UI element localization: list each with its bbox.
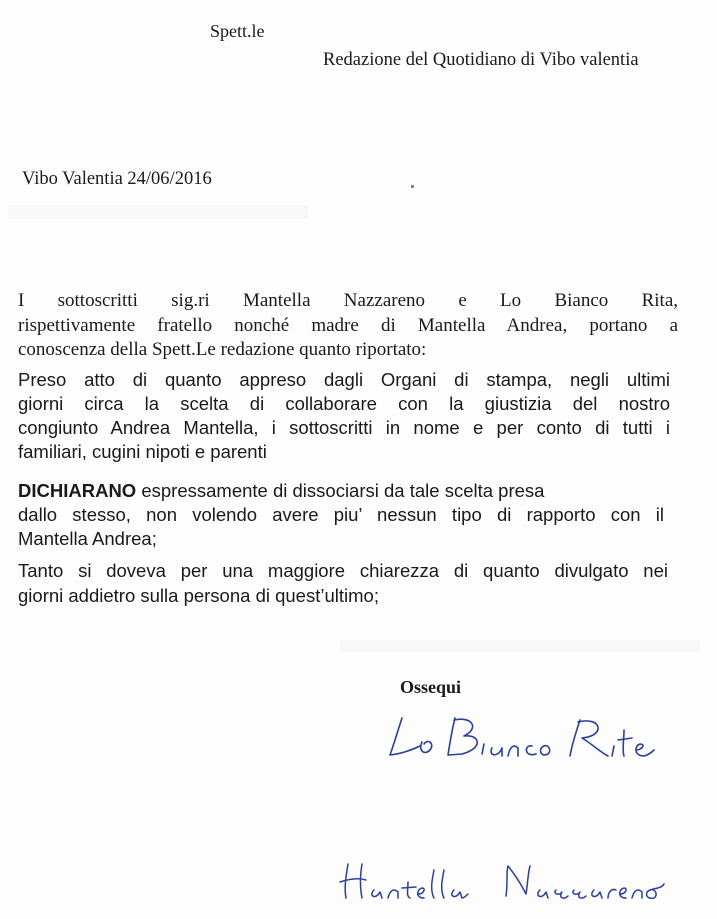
- signature-lo-bianco-rita: [380, 700, 670, 770]
- recipient: Redazione del Quotidiano di Vibo valentia: [323, 50, 639, 70]
- signature-mantella-nazzareno: [330, 852, 670, 912]
- ink-speck: [411, 185, 414, 188]
- body-line-9: dallo stesso, non volendo avere piu’ nessun tipo di rapporto con il: [18, 504, 664, 525]
- closing-greeting: Ossequi: [400, 677, 462, 697]
- declaration-line: [18, 480, 544, 502]
- scan-artifact: [8, 205, 308, 219]
- body-line-3: conoscenza della Spett.Le redazione quanto riportato:: [18, 339, 427, 360]
- body-line-6: congiunto Andrea Mantella, i sottoscritti in nome e per conto di tutti i: [18, 417, 670, 438]
- salutation: Spett.le: [210, 21, 265, 41]
- body-line-1: I sottoscritti sig.ri Mantella Nazzareno e Lo Bianco Rita,: [18, 290, 678, 311]
- body-line-12: giorni addietro sulla persona di quest’ultimo;: [18, 585, 379, 606]
- declaration-keyword: DICHIARANO: [18, 480, 137, 501]
- place-date: Vibo Valentia 24/06/2016: [22, 169, 212, 189]
- body-line-10: Mantella Andrea;: [18, 528, 157, 549]
- body-line-2: rispettivamente fratello nonché madre di Mantella Andrea, portano a: [18, 315, 678, 336]
- body-line-4: Preso atto di quanto appreso dagli Organi di stampa, negli ultimi: [18, 369, 670, 390]
- body-line-5: giorni circa la scelta di collaborare con la giustizia del nostro: [18, 393, 670, 414]
- declaration-text: espressamente di dissociarsi da tale scelta presa: [141, 480, 545, 501]
- body-line-7: familiari, cugini nipoti e parenti: [18, 441, 267, 462]
- body-line-11: Tanto si doveva per una maggiore chiarezza di quanto divulgato nei: [18, 560, 668, 581]
- scan-artifact: [340, 640, 700, 652]
